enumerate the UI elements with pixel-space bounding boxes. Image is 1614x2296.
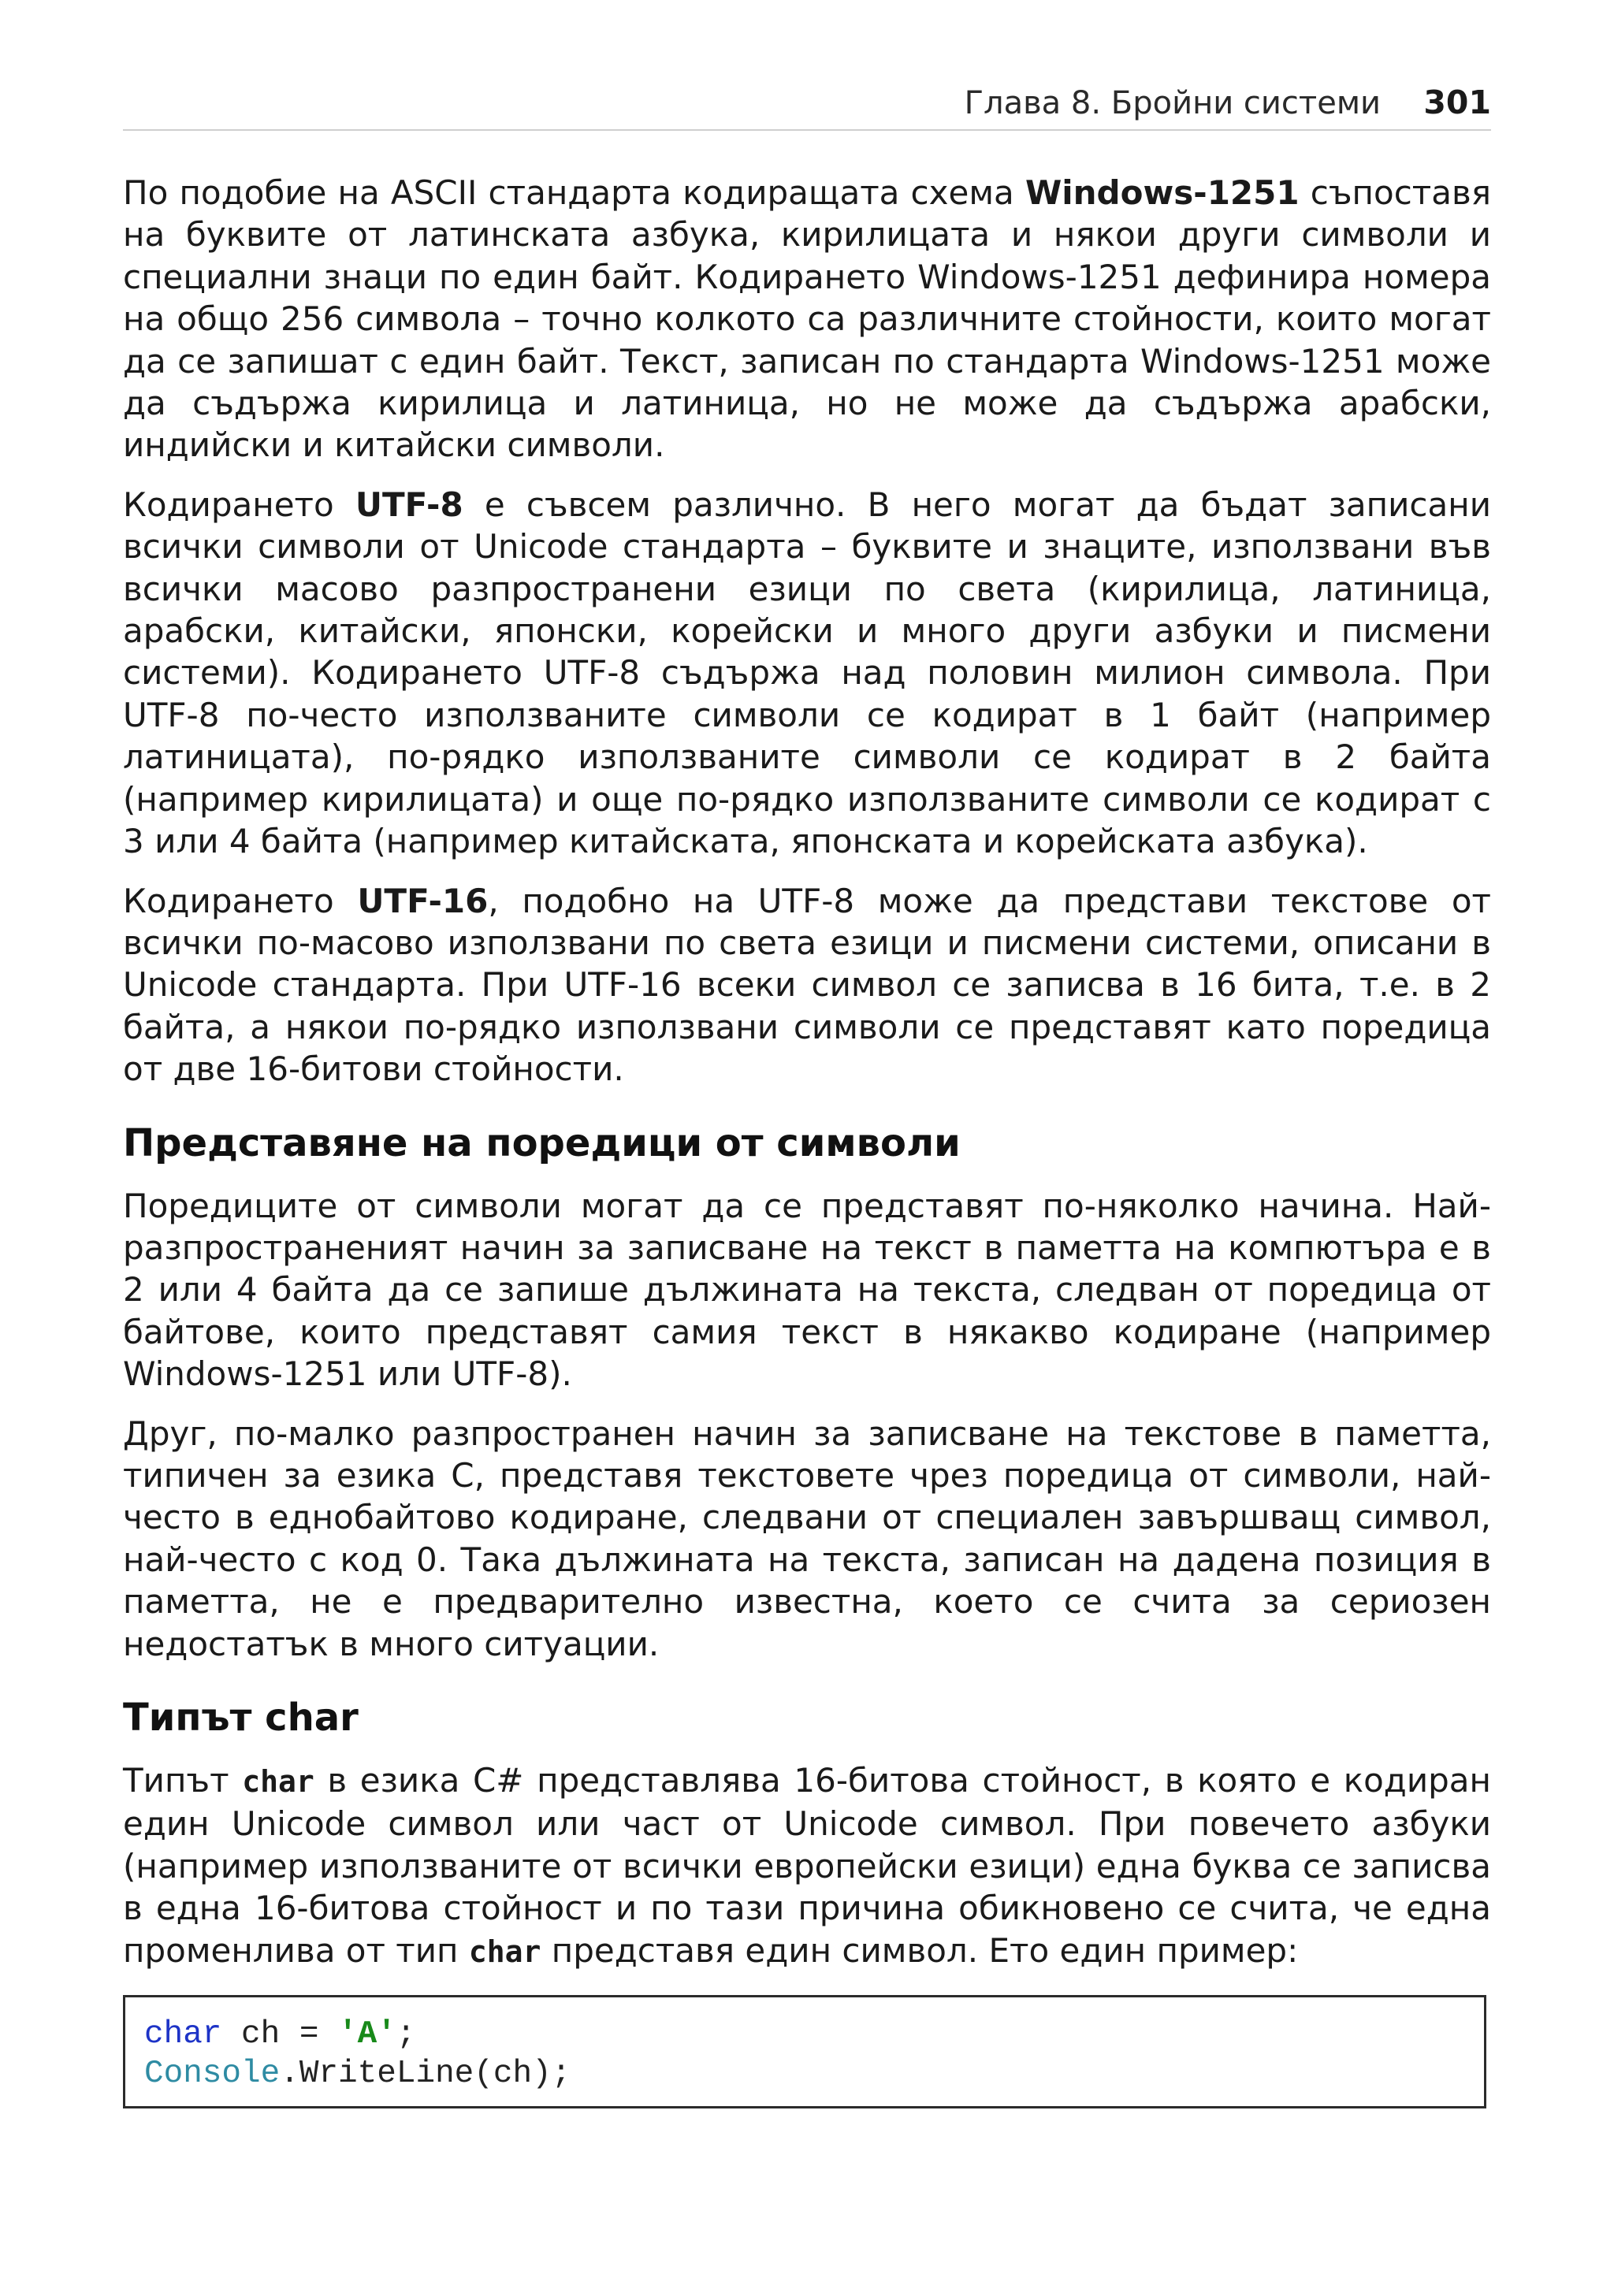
type-name: Console xyxy=(144,2056,281,2093)
bold-term: UTF-16 xyxy=(357,881,489,920)
bold-term: UTF-8 xyxy=(355,485,463,524)
page-content xyxy=(123,172,1491,2108)
keyword: char xyxy=(144,2016,222,2053)
text: Кодирането xyxy=(123,485,355,524)
page-number: 301 xyxy=(1423,84,1491,121)
text: в езика C# представлява 16-битова стойност, в която е кодиран един Unicode символ или част от Unicode символ. При повечето азбуки (например използваните от всички европейски езици) една буква се записва в една 16-битова стойност и по тази причина обикновено се счита, че една променлива от тип xyxy=(123,1761,1492,1970)
section-heading: Представяне на поредици от символи xyxy=(123,1120,961,1165)
paragraph: Поредиците от символи могат да се представят по-няколко начина. Най-разпространеният начин за записване на текст в паметта на компютъра е в 2 или 4 байта да се запише дължината на текста, следван от поредица от байтове, които представят самия текст в някакво кодиране (например Windows-1251 или UTF-8). xyxy=(123,1186,1491,1394)
string-literal: 'A' xyxy=(338,2016,396,2053)
inline-code: char xyxy=(468,1934,541,1969)
text: , подобно на UTF-8 може да представи текстове от всички по-масово използвани по света езици и писмени системи, описани в Unicode стандарта. При UTF-16 всеки символ се записва в 16 бита, т.е. в 2 байта, а някои по-рядко използвани символи се представят като поредица от две 16-битови стойности. xyxy=(123,881,1492,1089)
code-line xyxy=(144,2054,1465,2094)
text: Типът xyxy=(123,1761,243,1800)
code-text: ch = xyxy=(221,2016,339,2053)
paragraph-utf-16 xyxy=(123,880,1491,1090)
text: е съвсем различно. В него могат да бъдат записани всички символи от Unicode стандарта – буквите и знаците, използвани във всички масово разпространени езици по света (кирилица, латиница, арабски, китайски, японски, корейски и много други азбуки и писмени системи). Кодирането UTF-8 съдържа над половин милион символа. При UTF-8 по-често използваните символи се кодират в 1 байт (например латиницата), по-рядко използваните символи се кодират в 2 байта (например кирилицата) и още по-рядко използваните символи се кодират с 3 или 4 байта (например китайската, японската и корейската азбука). xyxy=(123,485,1491,861)
text: представя един символ. Ето един пример: xyxy=(541,1930,1299,1970)
section-heading: Типът char xyxy=(123,1696,359,1740)
code-block xyxy=(123,1995,1486,2108)
paragraph-char-type xyxy=(123,1759,1491,1973)
text: По подобие на ASCII стандарта кодиращата схема xyxy=(123,173,1025,212)
page-header xyxy=(123,82,1491,131)
text: Кодирането xyxy=(123,881,358,920)
bold-term: Windows-1251 xyxy=(1025,173,1300,212)
inline-code: char xyxy=(242,1764,314,1799)
text: съпоставя на буквите от латинската азбука, кирилицата и някои други символи и специални знаци по един байт. Кодирането Windows-1251 дефинира номера на общо 256 символа – точно колкото са различните стойности, които могат да се запишат с един байт. Текст, записан по стандарта Windows-1251 може да съдържа кирилица и латиница, но не може да съдържа арабски, индийски и китайски символи. xyxy=(123,173,1492,465)
paragraph: Друг, по-малко разпространен начин за записване на текстове в паметта, типичен за езика C, представя текстовете чрез поредица от символи, най-често в еднобайтово кодиране, следвани от специален завършващ символ, най-често с код 0. Така дължината на текста, записан на дадена позиция в паметта, не е предварително известна, което се счита за сериозен недостатък в много ситуации. xyxy=(123,1414,1491,1663)
paragraph-utf-8 xyxy=(123,484,1491,863)
paragraph-windows-1251 xyxy=(123,172,1491,466)
code-line xyxy=(144,2015,1465,2054)
code-text: ; xyxy=(396,2016,416,2053)
code-text: .WriteLine(ch); xyxy=(280,2056,571,2093)
chapter-title: Глава 8. Бройни системи xyxy=(964,85,1381,121)
